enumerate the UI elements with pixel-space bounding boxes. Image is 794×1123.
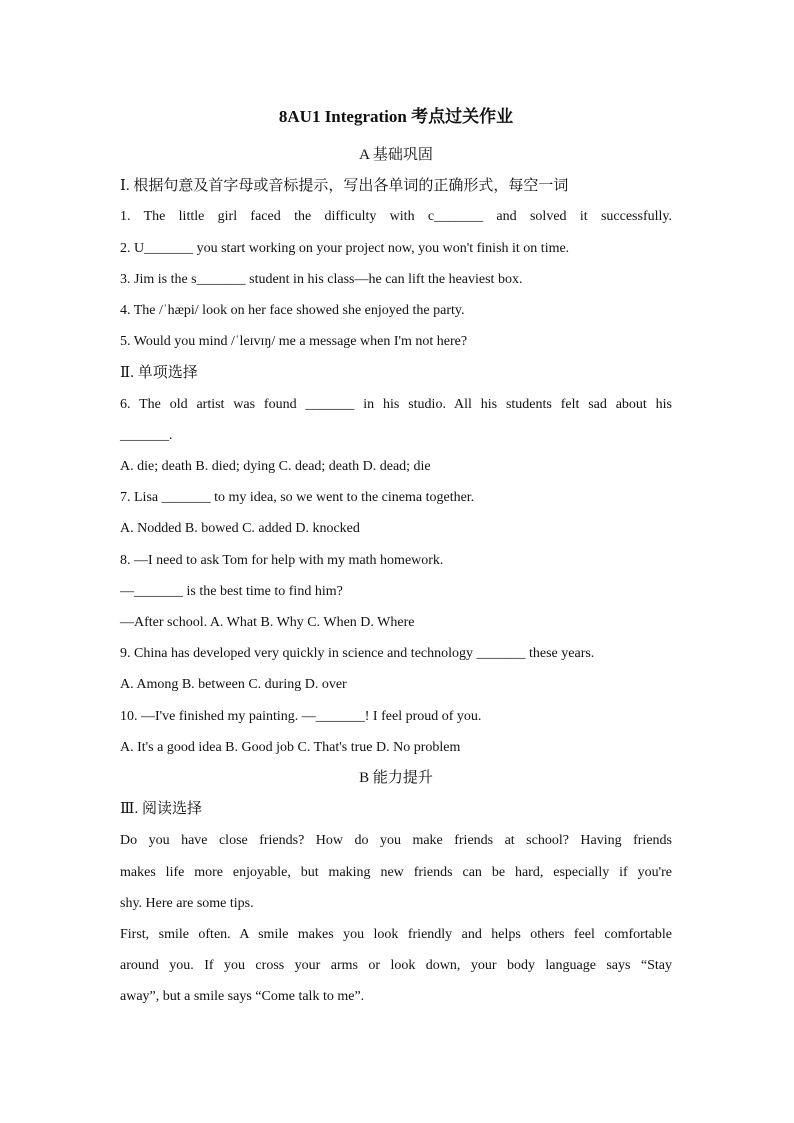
section-a-heading: A 基础巩固 [359,147,433,163]
part1-heading: Ⅰ. 根据句意及首字母或音标提示，写出各单词的正确形式，每空一词 [120,178,569,194]
section-b-heading: B 能力提升 [359,770,433,786]
question-6: 6. The old artist was found _______ in his studio. All his students felt sad about his [120,397,672,412]
reading-line-6: away”, but a smile says “Come talk to me”. [120,989,365,1004]
question-2: 2. U_______ you start working on your project now, you won't finish it on time. [120,241,570,256]
question-8: 8. —I need to ask Tom for help with my math homework. [120,553,444,568]
reading-line-5: around you. If you cross your arms or look down, your body language says “Stay [120,958,672,973]
question-10: 10. —I've finished my painting. —_______! I feel proud of you. [120,709,482,724]
question-1: 1. The little girl faced the difficulty with c_______ and solved it successfully. [120,209,672,224]
question-5: 5. Would you mind /ˈleɪvɪŋ/ me a message when I'm not here? [120,334,468,349]
part2-heading: Ⅱ. 单项选择 [120,365,198,381]
question-10-options: A. It's a good idea B. Good job C. That's true D. No problem [120,740,461,755]
question-9-options: A. Among B. between C. during D. over [120,677,347,692]
reading-line-4: First, smile often. A smile makes you look friendly and helps others feel comfortable [120,927,672,942]
reading-line-1: Do you have close friends? How do you make friends at school? Having friends [120,833,672,848]
reading-line-2: makes life more enjoyable, but making new friends can be hard, especially if you're [120,865,672,880]
question-6-blank: _______. [120,428,173,443]
question-3: 3. Jim is the s_______ student in his class—he can lift the heaviest box. [120,272,523,287]
question-9: 9. China has developed very quickly in science and technology _______ these years. [120,646,595,661]
question-4: 4. The /ˈhæpi/ look on her face showed she enjoyed the party. [120,303,465,318]
reading-line-3: shy. Here are some tips. [120,896,254,911]
question-7: 7. Lisa _______ to my idea, so we went to the cinema together. [120,490,475,505]
question-8-dialogue: —_______ is the best time to find him? [120,584,343,599]
question-6-options: A. die; death B. died; dying C. dead; death D. dead; die [120,459,431,474]
question-8-options: —After school. A. What B. Why C. When D. Where [120,615,415,630]
part3-heading: Ⅲ. 阅读选择 [120,801,202,817]
document-title: 8AU1 Integration 考点过关作业 [278,107,514,126]
question-7-options: A. Nodded B. bowed C. added D. knocked [120,521,360,536]
